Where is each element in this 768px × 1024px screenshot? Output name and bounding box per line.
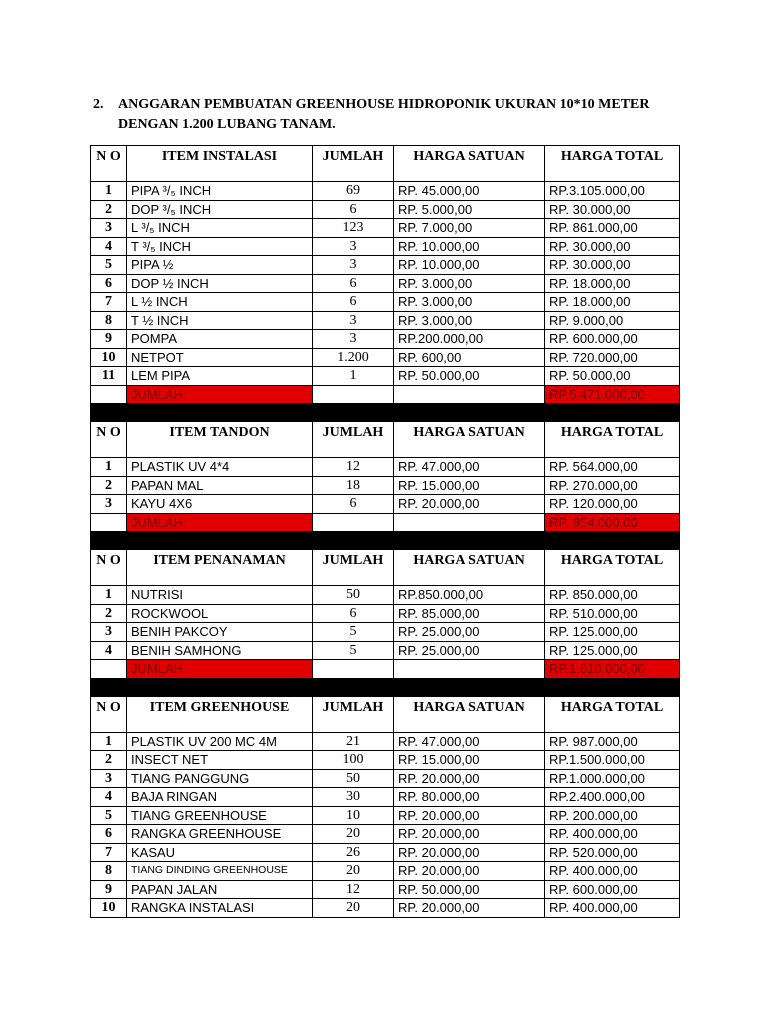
row-number: 1 [91, 732, 127, 751]
item-name: NETPOT [127, 348, 313, 367]
total-price: RP.2.400.000,00 [545, 788, 680, 807]
header-no: N O [91, 146, 127, 182]
row-number: 7 [91, 843, 127, 862]
row-number: 9 [91, 330, 127, 349]
subtotal-label: JUMLAH [127, 385, 313, 404]
separator-bar [91, 532, 680, 550]
header-no: N O [91, 422, 127, 458]
total-price: RP. 125.000,00 [545, 623, 680, 642]
item-name: NUTRISI [127, 586, 313, 605]
section-header-row [91, 146, 680, 182]
table-row [91, 182, 680, 201]
unit-price: RP.200.000,00 [394, 330, 545, 349]
item-name: KAYU 4X6 [127, 495, 313, 514]
total-price: RP. 18.000,00 [545, 274, 680, 293]
item-name: L ³/₅ INCH [127, 219, 313, 238]
header-total: HARGA TOTAL [545, 696, 680, 732]
total-price: RP. 987.000,00 [545, 732, 680, 751]
item-name: RANGKA INSTALASI [127, 899, 313, 918]
table-row [91, 311, 680, 330]
item-name: BAJA RINGAN [127, 788, 313, 807]
unit-price: RP. 85.000,00 [394, 604, 545, 623]
total-price: RP.1.500.000,00 [545, 751, 680, 770]
unit-price: RP. 10.000,00 [394, 256, 545, 275]
item-name: T ½ INCH [127, 311, 313, 330]
subtotal-row [91, 513, 680, 532]
table-row [91, 641, 680, 660]
row-number: 1 [91, 182, 127, 201]
subtotal-empty [394, 660, 545, 679]
item-name: LEM PIPA [127, 367, 313, 386]
subtotal-label: JUMLAH [127, 513, 313, 532]
table-row [91, 751, 680, 770]
row-number: 5 [91, 806, 127, 825]
table-row [91, 274, 680, 293]
quantity: 123 [313, 219, 394, 238]
quantity: 50 [313, 769, 394, 788]
heading-number: 2. [93, 97, 104, 112]
quantity: 6 [313, 293, 394, 312]
item-name: PAPAN JALAN [127, 880, 313, 899]
row-number: 11 [91, 367, 127, 386]
subtotal-row [91, 385, 680, 404]
quantity: 3 [313, 237, 394, 256]
row-number: 9 [91, 880, 127, 899]
item-name: PLASTIK UV 200 MC 4M [127, 732, 313, 751]
table-row [91, 200, 680, 219]
header-qty: JUMLAH [313, 146, 394, 182]
row-number: 8 [91, 862, 127, 881]
subtotal-label: JUMLAH [127, 660, 313, 679]
row-number: 3 [91, 495, 127, 514]
table-row [91, 788, 680, 807]
item-name: POMPA [127, 330, 313, 349]
item-name: PAPAN MAL [127, 476, 313, 495]
table-row [91, 458, 680, 477]
item-name: DOP ³/₅ INCH [127, 200, 313, 219]
unit-price: RP. 5.000,00 [394, 200, 545, 219]
header-item: ITEM TANDON [127, 422, 313, 458]
unit-price: RP. 20.000,00 [394, 495, 545, 514]
total-price: RP. 30.000,00 [545, 256, 680, 275]
quantity: 20 [313, 825, 394, 844]
unit-price: RP. 600,00 [394, 348, 545, 367]
separator-bar [91, 678, 680, 696]
header-qty: JUMLAH [313, 696, 394, 732]
row-number: 2 [91, 751, 127, 770]
row-number: 7 [91, 293, 127, 312]
total-price: RP. 50.000,00 [545, 367, 680, 386]
quantity: 3 [313, 256, 394, 275]
table-row [91, 806, 680, 825]
quantity: 10 [313, 806, 394, 825]
table-row [91, 623, 680, 642]
total-price: RP. 400.000,00 [545, 899, 680, 918]
total-price: RP. 600.000,00 [545, 880, 680, 899]
quantity: 20 [313, 899, 394, 918]
header-total: HARGA TOTAL [545, 422, 680, 458]
total-price: RP. 600.000,00 [545, 330, 680, 349]
subtotal-empty [91, 385, 127, 404]
unit-price: RP. 47.000,00 [394, 732, 545, 751]
item-name: ROCKWOOL [127, 604, 313, 623]
quantity: 12 [313, 880, 394, 899]
quantity: 18 [313, 476, 394, 495]
subtotal-value: RP.1.610.000,00 [545, 660, 680, 679]
quantity: 20 [313, 862, 394, 881]
subtotal-empty [394, 385, 545, 404]
quantity: 50 [313, 586, 394, 605]
row-number: 6 [91, 825, 127, 844]
table-row [91, 586, 680, 605]
row-number: 10 [91, 899, 127, 918]
unit-price: RP. 7.000,00 [394, 219, 545, 238]
row-number: 1 [91, 458, 127, 477]
unit-price: RP. 50.000,00 [394, 367, 545, 386]
quantity: 30 [313, 788, 394, 807]
header-unit: HARGA SATUAN [394, 550, 545, 586]
unit-price: RP. 15.000,00 [394, 751, 545, 770]
total-price: RP.1.000.000,00 [545, 769, 680, 788]
header-unit: HARGA SATUAN [394, 696, 545, 732]
table-row [91, 476, 680, 495]
section-separator [91, 678, 680, 696]
header-unit: HARGA SATUAN [394, 146, 545, 182]
budget-table-wrapper [90, 145, 680, 918]
item-name: KASAU [127, 843, 313, 862]
item-name: TIANG DINDING GREENHOUSE [127, 862, 313, 881]
total-price: RP. 200.000,00 [545, 806, 680, 825]
quantity: 3 [313, 330, 394, 349]
item-name: INSECT NET [127, 751, 313, 770]
quantity: 5 [313, 641, 394, 660]
section-header-row [91, 550, 680, 586]
header-total: HARGA TOTAL [545, 550, 680, 586]
row-number: 5 [91, 256, 127, 275]
unit-price: RP. 20.000,00 [394, 862, 545, 881]
row-number: 8 [91, 311, 127, 330]
table-row [91, 219, 680, 238]
total-price: RP. 125.000,00 [545, 641, 680, 660]
header-qty: JUMLAH [313, 422, 394, 458]
item-name: BENIH SAMHONG [127, 641, 313, 660]
total-price: RP. 400.000,00 [545, 862, 680, 881]
quantity: 6 [313, 274, 394, 293]
table-row [91, 237, 680, 256]
item-name: PIPA ³/₅ INCH [127, 182, 313, 201]
total-price: RP. 861.000,00 [545, 219, 680, 238]
subtotal-value: RP. 954.000,00 [545, 513, 680, 532]
row-number: 3 [91, 219, 127, 238]
unit-price: RP. 15.000,00 [394, 476, 545, 495]
unit-price: RP. 20.000,00 [394, 769, 545, 788]
quantity: 100 [313, 751, 394, 770]
total-price: RP. 18.000,00 [545, 293, 680, 312]
total-price: RP. 9.000,00 [545, 311, 680, 330]
subtotal-value: RP.5.471.000,00 [545, 385, 680, 404]
table-row [91, 899, 680, 918]
quantity: 12 [313, 458, 394, 477]
quantity: 69 [313, 182, 394, 201]
subtotal-empty [313, 513, 394, 532]
quantity: 21 [313, 732, 394, 751]
table-row [91, 330, 680, 349]
quantity: 6 [313, 604, 394, 623]
subtotal-empty [91, 513, 127, 532]
unit-price: RP. 20.000,00 [394, 825, 545, 844]
item-name: DOP ½ INCH [127, 274, 313, 293]
row-number: 6 [91, 274, 127, 293]
table-row [91, 495, 680, 514]
section-header-row [91, 696, 680, 732]
row-number: 4 [91, 237, 127, 256]
budget-table-body [91, 146, 680, 918]
section-separator [91, 404, 680, 422]
total-price: RP. 120.000,00 [545, 495, 680, 514]
table-row [91, 256, 680, 275]
unit-price: RP. 3.000,00 [394, 293, 545, 312]
row-number: 2 [91, 476, 127, 495]
item-name: L ½ INCH [127, 293, 313, 312]
quantity: 6 [313, 200, 394, 219]
header-unit: HARGA SATUAN [394, 422, 545, 458]
unit-price: RP. 45.000,00 [394, 182, 545, 201]
total-price: RP.3.105.000,00 [545, 182, 680, 201]
row-number: 2 [91, 604, 127, 623]
total-price: RP. 30.000,00 [545, 200, 680, 219]
table-row [91, 293, 680, 312]
subtotal-empty [91, 660, 127, 679]
header-total: HARGA TOTAL [545, 146, 680, 182]
item-name: T ³/₅ INCH [127, 237, 313, 256]
unit-price: RP. 50.000,00 [394, 880, 545, 899]
total-price: RP. 720.000,00 [545, 348, 680, 367]
unit-price: RP. 10.000,00 [394, 237, 545, 256]
row-number: 3 [91, 769, 127, 788]
table-row [91, 825, 680, 844]
item-name: PIPA ½ [127, 256, 313, 275]
header-no: N O [91, 696, 127, 732]
quantity: 5 [313, 623, 394, 642]
row-number: 4 [91, 788, 127, 807]
subtotal-row [91, 660, 680, 679]
unit-price: RP.850.000,00 [394, 586, 545, 605]
quantity: 3 [313, 311, 394, 330]
heading-text: ANGGARAN PEMBUATAN GREENHOUSE HIDROPONIK UKURAN 10*10 METER DENGAN 1.200 LUBANG TANAM. [118, 97, 650, 132]
table-row [91, 732, 680, 751]
table-row [91, 604, 680, 623]
total-price: RP. 400.000,00 [545, 825, 680, 844]
item-name: BENIH PAKCOY [127, 623, 313, 642]
header-item: ITEM PENANAMAN [127, 550, 313, 586]
total-price: RP. 510.000,00 [545, 604, 680, 623]
budget-table [90, 145, 680, 918]
item-name: TIANG GREENHOUSE [127, 806, 313, 825]
table-row [91, 880, 680, 899]
quantity: 6 [313, 495, 394, 514]
unit-price: RP. 80.000,00 [394, 788, 545, 807]
quantity: 1 [313, 367, 394, 386]
unit-price: RP. 3.000,00 [394, 311, 545, 330]
total-price: RP. 564.000,00 [545, 458, 680, 477]
item-name: PLASTIK UV 4*4 [127, 458, 313, 477]
row-number: 10 [91, 348, 127, 367]
section-header-row [91, 422, 680, 458]
quantity: 26 [313, 843, 394, 862]
row-number: 4 [91, 641, 127, 660]
total-price: RP. 850.000,00 [545, 586, 680, 605]
row-number: 1 [91, 586, 127, 605]
row-number: 2 [91, 200, 127, 219]
header-no: N O [91, 550, 127, 586]
row-number: 3 [91, 623, 127, 642]
unit-price: RP. 25.000,00 [394, 641, 545, 660]
header-item: ITEM GREENHOUSE [127, 696, 313, 732]
subtotal-empty [313, 660, 394, 679]
item-name: RANGKA GREENHOUSE [127, 825, 313, 844]
header-item: ITEM INSTALASI [127, 146, 313, 182]
total-price: RP. 520.000,00 [545, 843, 680, 862]
unit-price: RP. 20.000,00 [394, 899, 545, 918]
separator-bar [91, 404, 680, 422]
unit-price: RP. 47.000,00 [394, 458, 545, 477]
unit-price: RP. 3.000,00 [394, 274, 545, 293]
table-row [91, 769, 680, 788]
table-row [91, 862, 680, 881]
subtotal-empty [394, 513, 545, 532]
section-separator [91, 532, 680, 550]
subtotal-empty [313, 385, 394, 404]
table-row [91, 348, 680, 367]
item-name: TIANG PANGGUNG [127, 769, 313, 788]
total-price: RP. 270.000,00 [545, 476, 680, 495]
unit-price: RP. 20.000,00 [394, 843, 545, 862]
header-qty: JUMLAH [313, 550, 394, 586]
unit-price: RP. 20.000,00 [394, 806, 545, 825]
quantity: 1.200 [313, 348, 394, 367]
total-price: RP. 30.000,00 [545, 237, 680, 256]
table-row [91, 367, 680, 386]
table-row [91, 843, 680, 862]
unit-price: RP. 25.000,00 [394, 623, 545, 642]
